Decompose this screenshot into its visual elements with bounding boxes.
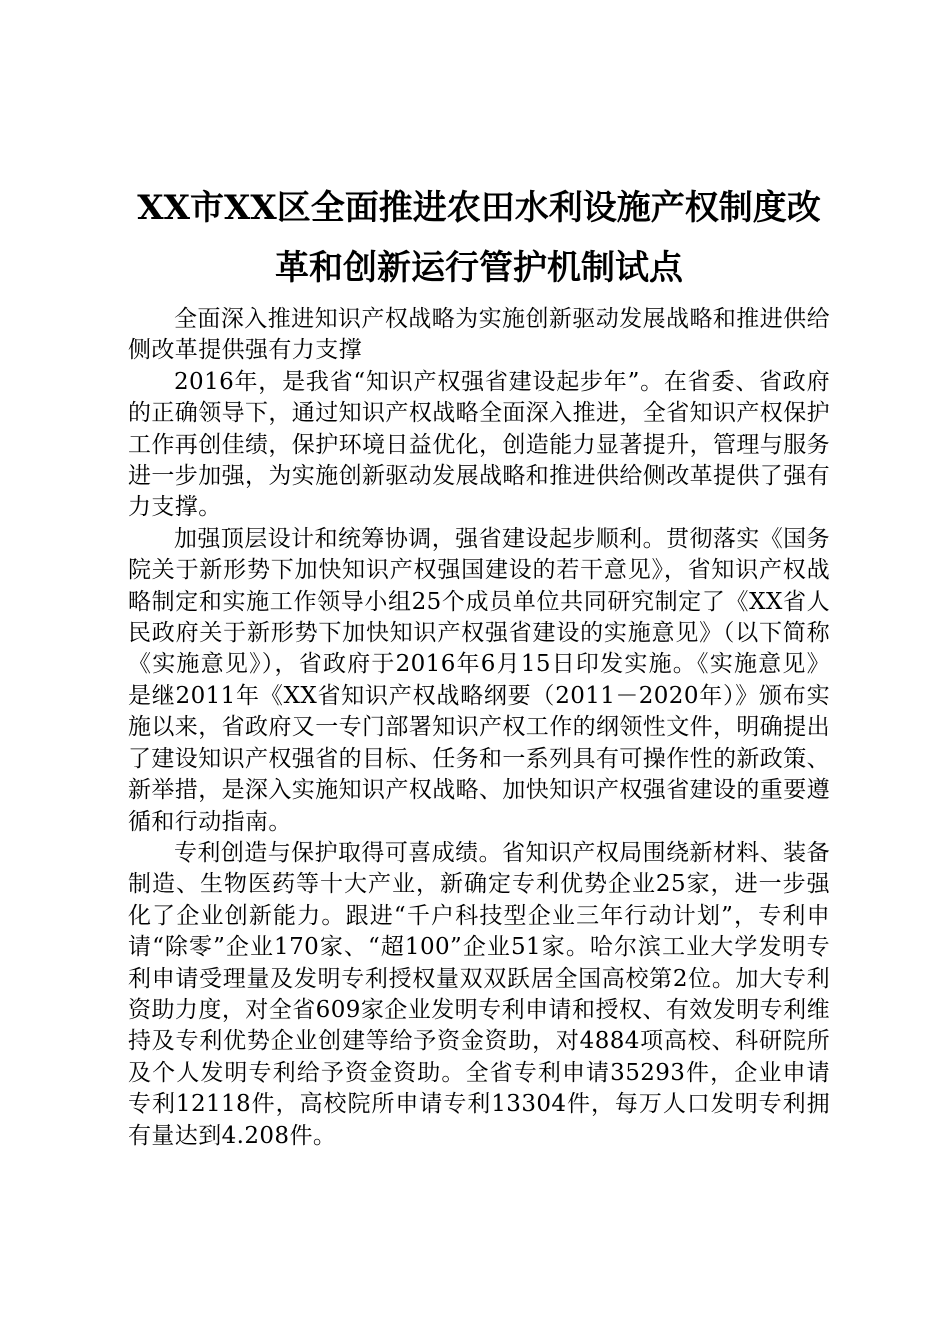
paragraph-2: 2016年，是我省“知识产权强省建设起步年”。在省委、省政府的正确领导下，通过知识产权战略全面深入推进，全省知识产权保护工作再创佳绩，保护环境日益优化，创造能力显著提升，管理与服务进一步加强，为实施创新驱动发展战略和推进供给侧改革提供了强有力支撑。 <box>128 368 830 521</box>
paragraph-4: 专利创造与保护取得可喜成绩。省知识产权局围绕新材料、装备制造、生物医药等十大产业，新确定专利优势企业25家，进一步强化了企业创新能力。跟进“千户科技型企业三年行动计划”，专利申请“除零”企业170家、“超100”企业51家。哈尔滨工业大学发明专利申请受理量及发明专利授权量双双跃居全国高校第2位。加大专利资助力度，对全省609家企业发明专利申请和授权、有效发明专利维持及专利优势企业创建等给予资金资助，对4884项高校、科研院所及个人发明专利给予资金资助。全省专利申请35293件，企业申请专利12118件，高校院所申请专利13304件，每万人口发明专利拥有量达到4.208件。 <box>128 839 830 1149</box>
document-title <box>128 178 830 298</box>
title-line-1: XX市XX区全面推进农田水利设施产权制度改 <box>137 188 821 228</box>
title-line-2: 革和创新运行管护机制试点 <box>275 248 683 288</box>
document-body <box>128 178 830 1152</box>
paragraph-1: 全面深入推进知识产权战略为实施创新驱动发展战略和推进供给侧改革提供强有力支撑 <box>128 306 830 364</box>
paragraph-3: 加强顶层设计和统筹协调，强省建设起步顺利。贯彻落实《国务院关于新形势下加快知识产权强国建设的若干意见》，省知识产权战略制定和实施工作领导小组25个成员单位共同研究制定了《XX省人民政府关于新形势下加快知识产权强省建设的实施意见》（以下简称《实施意见》），省政府于2016年6月15日印发实施。《实施意见》是继2011年《XX省知识产权战略纲要（2011－2020年）》颁布实施以来，省政府又一专门部署知识产权工作的纲领性文件，明确提出了建设知识产权强省的目标、任务和一系列具有可操作性的新政策、新举措，是深入实施知识产权战略、加快知识产权强省建设的重要遵循和行动指南。 <box>128 525 830 835</box>
